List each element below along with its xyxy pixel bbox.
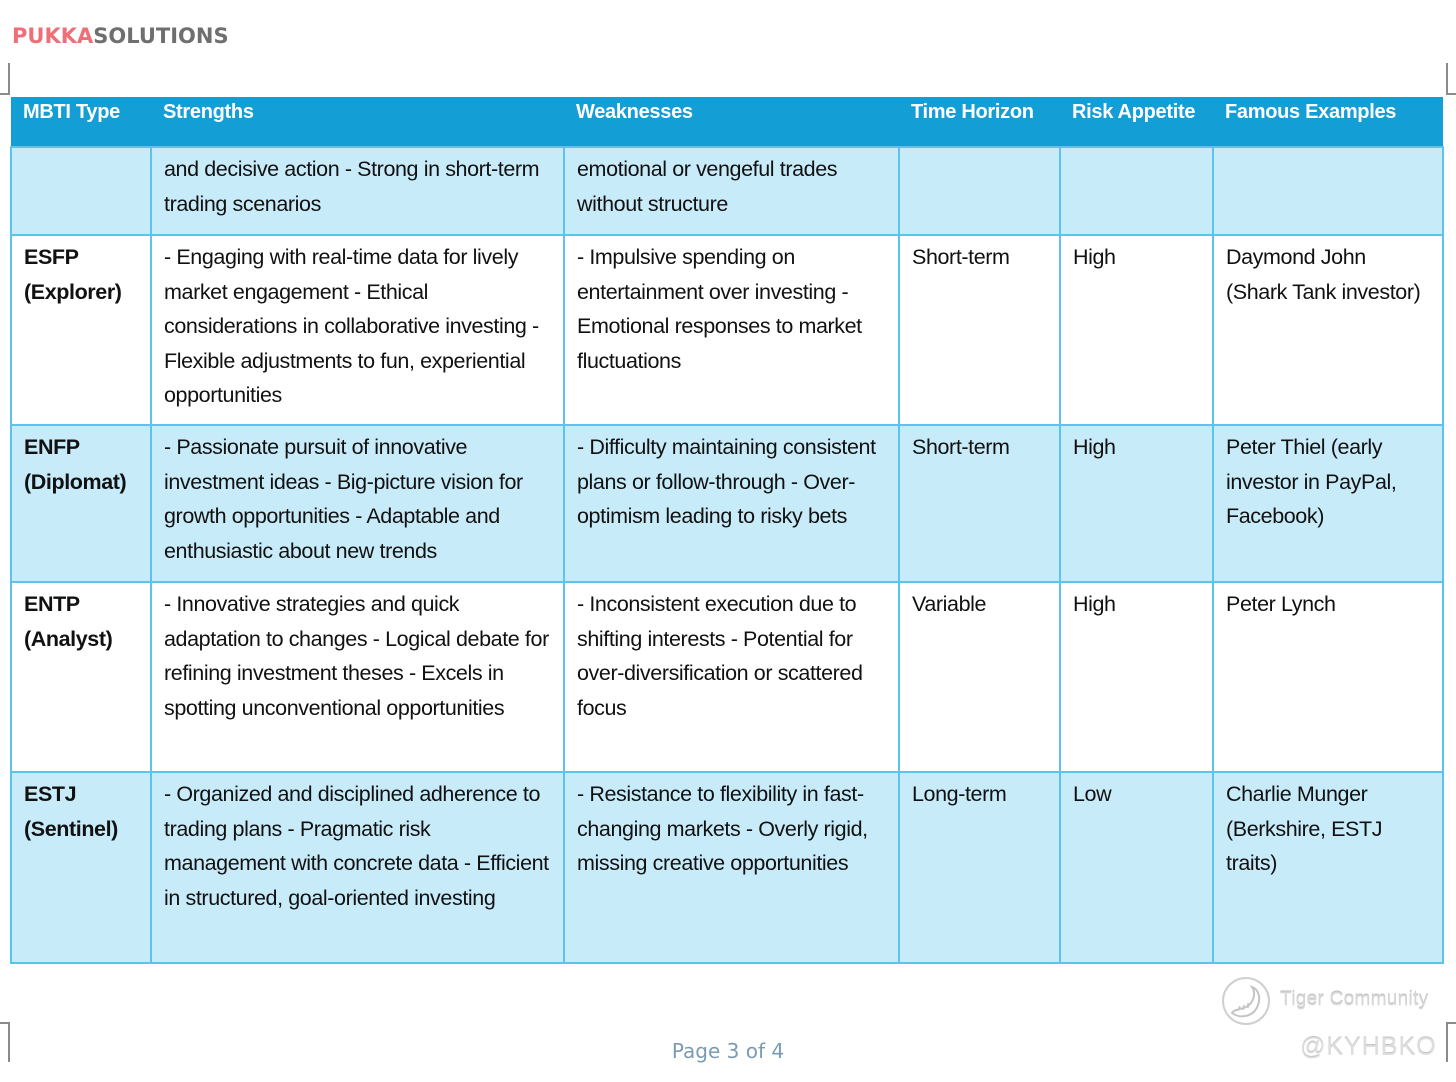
column-header-risk-appetite: Risk Appetite — [1060, 97, 1213, 147]
cell-time-horizon: Short-term — [899, 235, 1060, 425]
watermark-text: Tiger Community — [1280, 989, 1429, 1010]
cell-famous-examples: Peter Thiel (early investor in PayPal, Facebook) — [1213, 425, 1443, 582]
type-code: ENFP — [24, 435, 80, 459]
cell-weaknesses: emotional or vengeful trades without structure — [564, 147, 899, 235]
brand-name-part1: PUKKA — [12, 24, 94, 48]
cell-risk-appetite: High — [1060, 425, 1213, 582]
crop-mark-top-left — [0, 63, 10, 95]
column-header-weaknesses: Weaknesses — [564, 97, 899, 147]
tiger-community-logo-icon — [1220, 975, 1272, 1027]
cell-risk-appetite: Low — [1060, 772, 1213, 963]
page-number: Page 3 of 4 — [671, 1039, 785, 1063]
table-row — [11, 582, 1443, 772]
cell-famous-examples: Charlie Munger (Berkshire, ESTJ traits) — [1213, 772, 1443, 963]
cell-time-horizon: Variable — [899, 582, 1060, 772]
brand-name-part2: SOLUTIONS — [93, 24, 229, 48]
column-header-famous-examples: Famous Examples — [1213, 97, 1443, 147]
cell-weaknesses: - Resistance to flexibility in fast-changing markets - Overly rigid, missing creative opportunities — [564, 772, 899, 963]
table-row — [11, 772, 1443, 963]
cell-mbti-type — [11, 425, 151, 582]
cell-famous-examples — [1213, 147, 1443, 235]
cell-risk-appetite: High — [1060, 235, 1213, 425]
cell-strengths: - Passionate pursuit of innovative investment ideas - Big-picture vision for growth opportunities - Adaptable and enthusiastic about new trends — [151, 425, 564, 582]
type-role: (Sentinel) — [24, 816, 118, 841]
table-header-row — [11, 97, 1443, 147]
cell-strengths: and decisive action - Strong in short-term trading scenarios — [151, 147, 564, 235]
cell-strengths: - Engaging with real-time data for lively market engagement - Ethical considerations in collaborative investing - Flexible adjustments to fun, experiential opportunities — [151, 235, 564, 425]
cell-famous-examples: Daymond John (Shark Tank investor) — [1213, 235, 1443, 425]
cell-risk-appetite: High — [1060, 582, 1213, 772]
type-role: (Explorer) — [24, 279, 122, 304]
cell-strengths: - Innovative strategies and quick adaptation to changes - Logical debate for refining investment theses - Excels in spotting unconventional opportunities — [151, 582, 564, 772]
type-role: (Diplomat) — [24, 469, 127, 494]
type-code: ESTJ — [24, 782, 77, 806]
cell-mbti-type — [11, 235, 151, 425]
cell-weaknesses: - Inconsistent execution due to shifting interests - Potential for over-diversification or scattered focus — [564, 582, 899, 772]
cell-time-horizon: Long-term — [899, 772, 1060, 963]
table-row — [11, 235, 1443, 425]
cell-mbti-type — [11, 582, 151, 772]
column-header-mbti-type: MBTI Type — [11, 97, 151, 147]
tiger-community-watermark — [1220, 975, 1450, 1027]
column-header-time-horizon: Time Horizon — [899, 97, 1060, 147]
type-role: (Analyst) — [24, 626, 113, 651]
mbti-investing-table — [10, 97, 1444, 964]
brand-logo — [12, 24, 229, 48]
type-code: ENTP — [24, 592, 80, 616]
cell-famous-examples: Peter Lynch — [1213, 582, 1443, 772]
column-header-strengths: Strengths — [151, 97, 564, 147]
cell-mbti-type — [11, 772, 151, 963]
cell-risk-appetite — [1060, 147, 1213, 235]
cell-time-horizon: Short-term — [899, 425, 1060, 582]
cell-strengths: - Organized and disciplined adherence to trading plans - Pragmatic risk management with concrete data - Efficient in structured, goal-oriented investing — [151, 772, 564, 963]
cell-mbti-type — [11, 147, 151, 235]
cell-time-horizon — [899, 147, 1060, 235]
table-row — [11, 147, 1443, 235]
watermark-handle: @KYHBKO — [1300, 1033, 1437, 1061]
cell-weaknesses: - Impulsive spending on entertainment over investing - Emotional responses to market fluctuations — [564, 235, 899, 425]
cell-weaknesses: - Difficulty maintaining consistent plans or follow-through - Over-optimism leading to risky bets — [564, 425, 899, 582]
crop-mark-top-right — [1446, 63, 1456, 95]
type-code: ESFP — [24, 245, 79, 269]
table-row — [11, 425, 1443, 582]
